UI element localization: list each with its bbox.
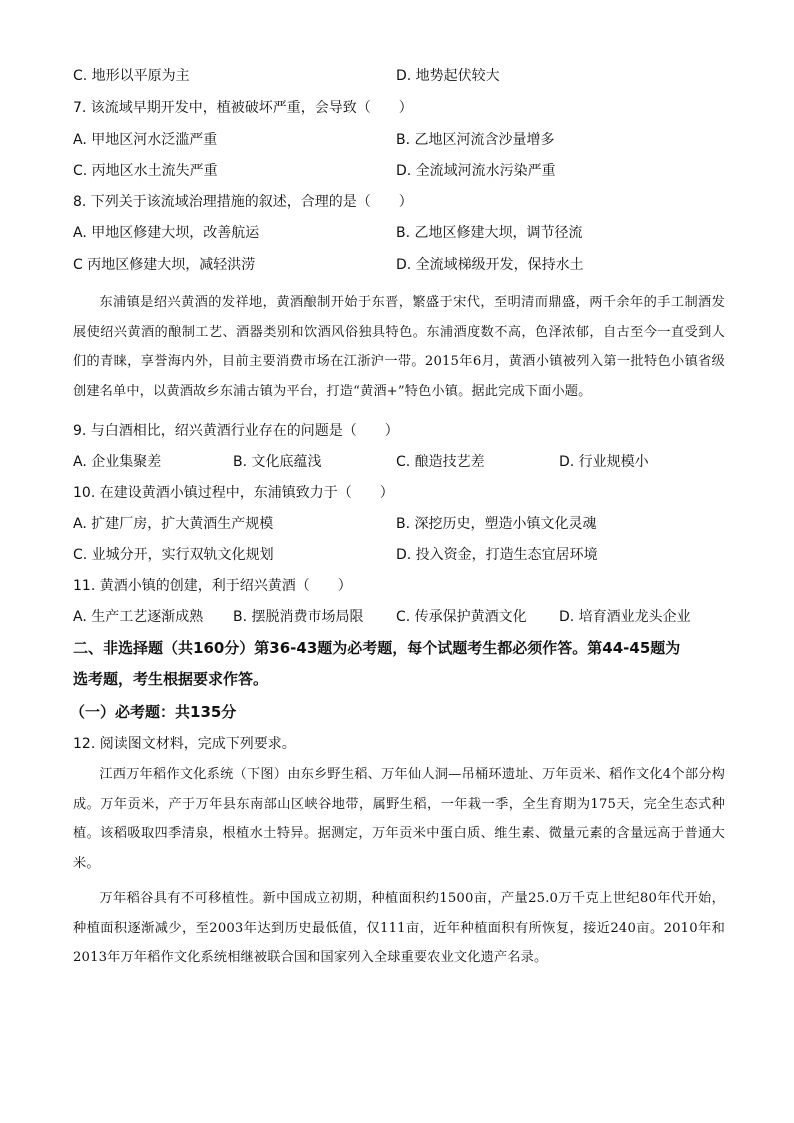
q6-option-d[interactable]: D. 地势起伏较大	[396, 68, 500, 84]
q8-stem: 8. 下列关于该流域治理措施的叙述，合理的是（ ）	[73, 194, 413, 210]
q8-option-c[interactable]: C 丙地区修建大坝，减轻洪涝	[73, 257, 256, 273]
q8-option-b[interactable]: B. 乙地区修建大坝，调节径流	[396, 225, 583, 241]
q7-option-a[interactable]: A. 甲地区河水泛滥严重	[73, 132, 218, 148]
q9-option-d[interactable]: D. 行业规模小	[559, 454, 649, 470]
q11-option-a[interactable]: A. 生产工艺逐渐成熟	[73, 609, 204, 625]
q11-stem: 11. 黄酒小镇的创建，利于绍兴黄酒（ ）	[73, 578, 352, 594]
q8-option-a[interactable]: A. 甲地区修建大坝，改善航运	[73, 225, 260, 241]
q7-option-c[interactable]: C. 丙地区水土流失严重	[73, 163, 218, 179]
section-2-heading-line-1: 二、非选择题（共160分）第36-43题为必考题，每个试题考生都必须作答。第44-45题为	[73, 639, 681, 657]
q12-paragraph-2: 万年稻谷具有不可移植性。新中国成立初期，种植面积约1500亩，产量25.0万千克上世纪80年代开始，种植面积逐渐减少，至2003年达到历史最低值，仅111亩，近年种植面积有所恢复，接近240亩。2010年和2013年万年稻作文化系统相继被联合国和国家列入全球重要农业文化遗产名录。	[73, 891, 725, 965]
q10-option-a[interactable]: A. 扩建厂房，扩大黄酒生产规模	[73, 516, 274, 532]
subsection-required-heading: （一）必考题：共135分	[70, 703, 237, 721]
q7-stem: 7. 该流域早期开发中，植被破坏严重，会导致（ ）	[73, 100, 413, 116]
section-2-heading-line-2: 选考题，考生根据要求作答。	[73, 670, 269, 688]
q9-option-b[interactable]: B. 文化底蕴浅	[233, 454, 322, 470]
q10-options-row-1	[73, 514, 723, 534]
q9-options-row	[73, 452, 723, 472]
q9-option-c[interactable]: C. 酿造技艺差	[396, 454, 485, 470]
q6-options-row	[73, 66, 723, 86]
q8-options-row-1	[73, 223, 723, 243]
q7-option-b[interactable]: B. 乙地区河流含沙量增多	[396, 132, 555, 148]
q11-option-d[interactable]: D. 培育酒业龙头企业	[559, 609, 691, 625]
q7-options-row-2	[73, 161, 723, 181]
q9-option-a[interactable]: A. 企业集聚差	[73, 454, 162, 470]
q12-stem: 12. 阅读图文材料，完成下列要求。	[73, 736, 296, 752]
q11-option-c[interactable]: C. 传承保护黄酒文化	[396, 609, 527, 625]
huangjiu-passage: 东浦镇是绍兴黄酒的发祥地，黄酒酿制开始于东晋，繁盛于宋代，至明清而鼎盛，两千余年的手工制酒发展使绍兴黄酒的酿制工艺、酒器类别和饮酒风俗独具特色。东浦酒度数不高，色泽浓郁，自古至今一直受到人们的青睐，享誉海内外，目前主要消费市场在江浙沪一带。2015年6月，黄酒小镇被列入第一批特色小镇省级创建名单中，以黄酒故乡东浦古镇为平台，打造“黄酒+”特色小镇。据此完成下面小题。	[73, 295, 725, 399]
q7-option-d[interactable]: D. 全流域河流水污染严重	[396, 163, 556, 179]
q10-option-b[interactable]: B. 深挖历史，塑造小镇文化灵魂	[396, 516, 597, 532]
q6-option-c[interactable]: C. 地形以平原为主	[73, 68, 190, 84]
q8-options-row-2	[73, 255, 723, 275]
q10-option-c[interactable]: C. 业城分开，实行双轨文化规划	[73, 547, 274, 563]
q10-option-d[interactable]: D. 投入资金，打造生态宜居环境	[396, 547, 598, 563]
q11-option-b[interactable]: B. 摆脱消费市场局限	[233, 609, 364, 625]
q7-options-row-1	[73, 130, 723, 150]
q9-stem: 9. 与白酒相比，绍兴黄酒行业存在的问题是（ ）	[73, 423, 399, 439]
q8-option-d[interactable]: D. 全流域梯级开发，保持水土	[396, 257, 584, 273]
q10-options-row-2	[73, 545, 723, 565]
q12-paragraph-1: 江西万年稻作文化系统（下图）由东乡野生稻、万年仙人洞—吊桶环遗址、万年贡米、稻作文化4个部分构成。万年贡米，产于万年县东南部山区峡谷地带，属野生稻，一年栽一季，全生育期为175天，完全生态式种植。该稻吸取四季清泉，根植水土特异。据测定，万年贡米中蛋白质、维生素、微量元素的含量远高于普通大米。	[73, 767, 725, 871]
q10-stem: 10. 在建设黄酒小镇过程中，东浦镇致力于（ ）	[73, 485, 394, 501]
q11-options-row	[73, 607, 723, 627]
